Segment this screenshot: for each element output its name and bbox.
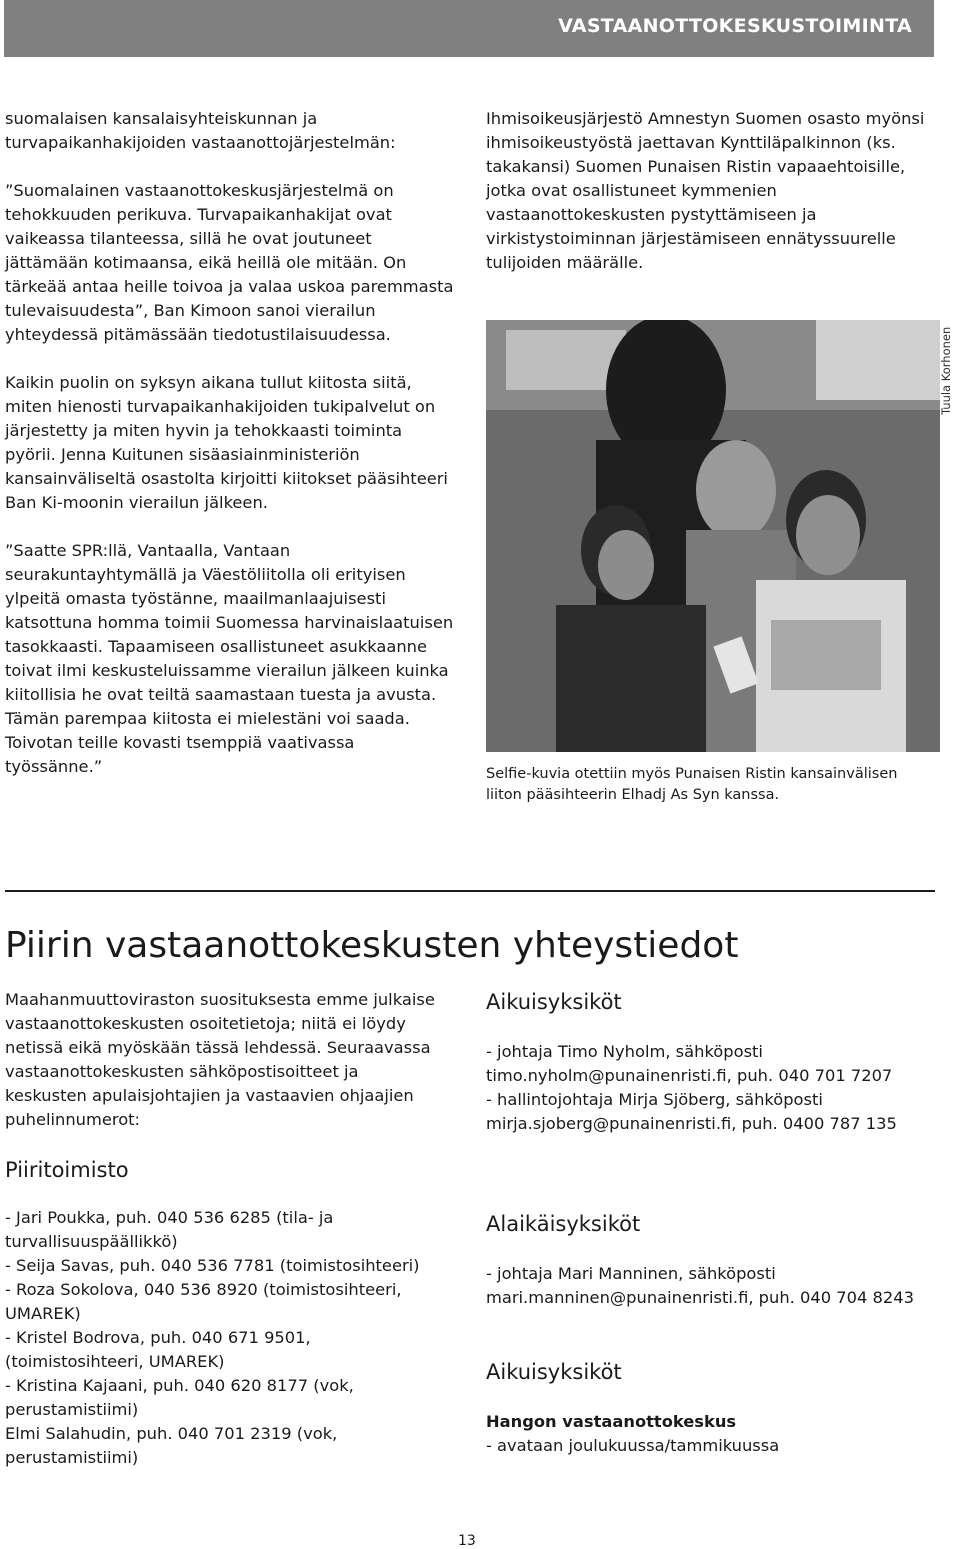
contact-line: - Kristel Bodrova, puh. 040 671 9501, (toimistosihteeri, UMAREK) <box>5 1328 311 1371</box>
piiritoimisto-heading: Piiritoimisto <box>5 1158 129 1182</box>
contact-line: - Jari Poukka, puh. 040 536 6285 (tila- ja turvallisuuspäällikkö) <box>5 1208 334 1251</box>
piiritoimisto-section <box>5 1156 445 1470</box>
contacts-intro <box>5 988 445 1132</box>
contact-line: - avataan joulukuussa/tammikuussa <box>486 1436 780 1455</box>
article-paragraph: suomalaisen kansalaisyhteiskunnan ja turvapaikanhakijoiden vastaanottojärjestelmän: <box>5 109 396 152</box>
contacts-title: Piirin vastaanottokeskusten yhteystiedot <box>5 925 739 966</box>
article-left-column <box>5 107 455 803</box>
photo-caption: Selfie-kuvia otettiin myös Punaisen Ristin kansainvälisen liiton pääsihteerin Elhadj As Syn kanssa. <box>486 766 898 803</box>
contact-line: - hallintojohtaja Mirja Sjöberg, sähköposti mirja.sjoberg@punainenristi.fi, puh. 0400 787 135 <box>486 1090 897 1133</box>
photo-credit: Tuula Korhonen <box>939 326 953 415</box>
aikuisyksikot-2-heading: Aikuisyksiköt <box>486 1360 622 1384</box>
aikuisyksikot-2-section <box>486 1358 936 1458</box>
contact-line: - Roza Sokolova, 040 536 8920 (toimistosihteeri, UMAREK) <box>5 1280 402 1323</box>
section-title: VASTAANOTTOKESKUSTOIMINTA <box>558 15 912 37</box>
header-bar <box>4 0 934 57</box>
alaikaisyksikot-section <box>486 1210 936 1310</box>
section-divider <box>5 890 935 892</box>
contact-line: - johtaja Mari Manninen, sähköposti mari.manninen@punainenristi.fi, puh. 040 704 8243 <box>486 1264 914 1307</box>
article-right-column <box>486 107 936 299</box>
center-name: Hangon vastaanottokeskus <box>486 1412 737 1431</box>
alaikaisyksikot-heading: Alaikäisyksiköt <box>486 1212 641 1236</box>
contact-line: Elmi Salahudin, puh. 040 701 2319 (vok, perustamistiimi) <box>5 1424 338 1467</box>
intro-text: Maahanmuuttoviraston suosituksesta emme julkaise vastaanottokeskusten osoitetietoja; niitä ei löydy netissä eikä myöskään tässä lehdessä. Seuraavassa vastaanottokeskusten sähköpostisoitteet ja keskusten apulaisjohtajien ja vastaavien ohjaajien puhelinnumerot: <box>5 990 435 1129</box>
article-paragraph: ”Saatte SPR:llä, Vantaalla, Vantaan seurakuntayhtymällä ja Väestöliitolla oli erityisen ylpeitä omasta työstänne, maailmanlaajuisesti katsottuna homma toimii Suomessa harvinaislaatuisen tasokkaasti. Tapaamiseen osallistuneet asukkaanne toivat ilmi keskusteluissamme vierailun jälkeen kuinka kiitollisia he ovat teiltä saamastaan tuesta ja avusta. Tämän parempaa kiitosta ei mielestäni voi saada. Toivotan teille kovasti tsemppiä vaativassa työssänne.” <box>5 541 454 776</box>
aikuisyksikot-heading: Aikuisyksiköt <box>486 990 622 1014</box>
photo-illustration <box>486 320 940 752</box>
contact-line: - Seija Savas, puh. 040 536 7781 (toimistosihteeri) <box>5 1256 420 1275</box>
aikuisyksikot-section <box>486 988 936 1136</box>
contact-line: - Kristina Kajaani, puh. 040 620 8177 (vok, perustamistiimi) <box>5 1376 354 1419</box>
article-photo <box>486 320 940 752</box>
article-paragraph: Kaikin puolin on syksyn aikana tullut kiitosta siitä, miten hienosti turvapaikanhakijoiden tukipalvelut on järjestetty ja miten hyvin ja tehokkaasti toiminta pyörii. Jenna Kuitunen sisäasiainministeriön kansainväliseltä osastolta kirjoitti kiitokset pääsihteeri Ban Ki-moonin vierailun jälkeen. <box>5 373 448 512</box>
contact-line: - johtaja Timo Nyholm, sähköposti timo.nyholm@punainenristi.fi, puh. 040 701 7207 <box>486 1042 893 1085</box>
page-number: 13 <box>458 1533 476 1549</box>
article-paragraph: ”Suomalainen vastaanottokeskusjärjestelmä on tehokkuuden perikuva. Turvapaikanhakijat ovat vaikeassa tilanteessa, sillä he ovat joutuneet jättämään kotimaansa, eikä heillä ole mitään. On tärkeää antaa heille toivoa ja valaa uskoa paremmasta tulevaisuudesta”, Ban Kimoon sanoi vierailun yhteydessä pitämässään tiedotustilaisuudessa. <box>5 181 454 344</box>
article-paragraph: Ihmisoikeusjärjestö Amnestyn Suomen osasto myönsi ihmisoikeustyöstä jaettavan Kynttiläpalkinnon (ks. takakansi) Suomen Punaisen Ristin vapaaehtoisille, jotka ovat osallistuneet kymmenien vastaanottokeskusten pystyttämiseen ja virkistystoiminnan järjestämiseen ennätyssuurelle tulijoiden määrälle. <box>486 109 925 272</box>
